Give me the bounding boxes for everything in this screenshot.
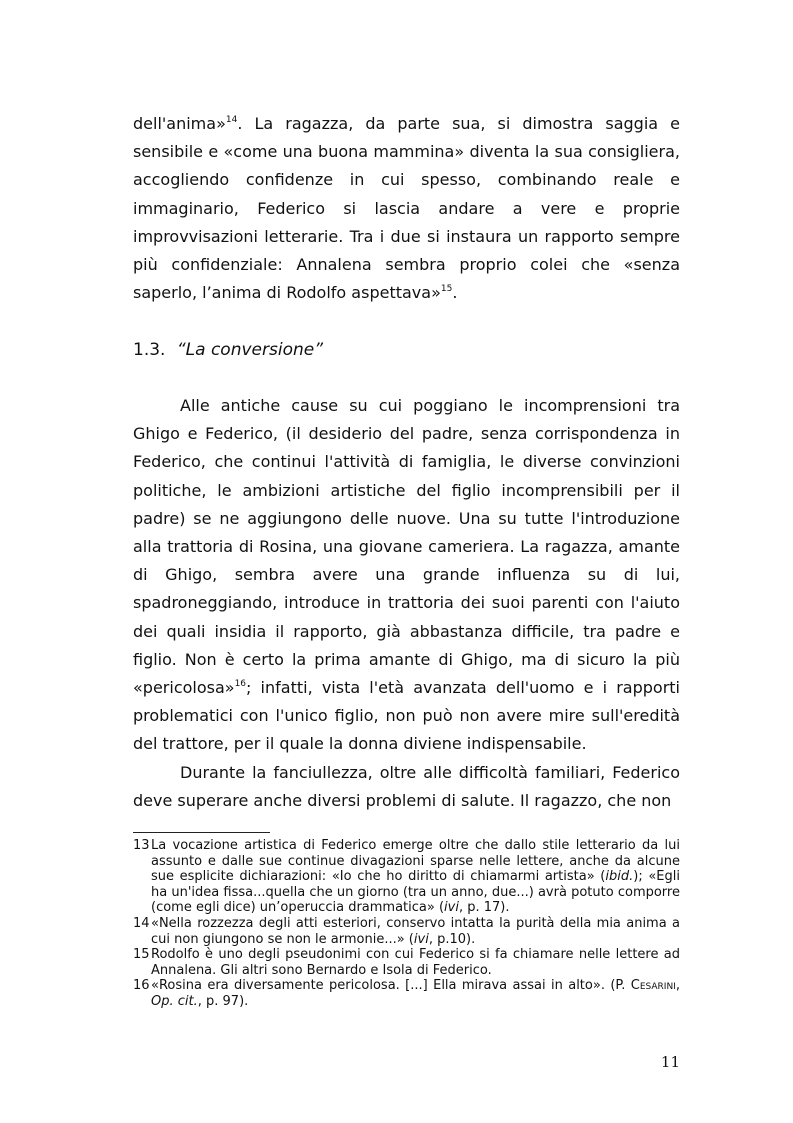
footnote-text: «Rosina era diversamente pericolosa. [...] Ella mirava assai in alto». (P. Cesarini, Op. cit., p. 97). (151, 978, 680, 1009)
footnote-ref-14[interactable]: 14 (225, 114, 238, 125)
page-body (133, 110, 680, 810)
footnote-number: 15 (133, 947, 150, 963)
footnote-13 (133, 838, 680, 916)
footnote-ref-16[interactable]: 16 (234, 678, 247, 689)
footnote-number: 16 (133, 978, 150, 994)
footnote-number: 13 (133, 838, 150, 853)
paragraph-2: Alle antiche cause su cui poggiano le incomprensioni tra Ghigo e Federico, (il desiderio del padre, senza corrispondenza in Federico, che continui l'attività di famiglia, le diverse convinzioni politiche, le ambizioni artistiche del figlio incomprensibili per il padre) se ne aggiungono delle nuove. Una su tutte l'introduzione alla trattoria di Rosina, una giovane cameriera. La ragazza, amante di Ghigo, sembra avere una grande influenza su di lui, spadroneggiando, introduce in trattoria dei suoi parenti con l'aiuto dei quali insidia il rapporto, già abbastanza difficile, tra padre e figlio. Non è certo la prima amante di Ghigo, ma di sicuro la più «pericolosa»$^{16}$; infatti, vista l'età avanzata dell'uomo e i rapporti problematici con l'unico figlio, non può non avere mire sull'eredità del trattore, per il quale la donna diviene indispensabile. (133, 396, 680, 754)
footnotes (133, 838, 680, 1010)
footnote-separator (133, 832, 270, 833)
section-heading (133, 336, 323, 364)
footnote-text: «Nella rozzezza degli atti esteriori, conservo intatta la purità della mia anima a cui non giungono se non le armonie...» (ivi, p.10). (151, 915, 680, 947)
section-title: “La conversione” (176, 340, 324, 360)
footnote-text: Rodolfo è uno degli pseudonimi con cui Federico si fa chiamare nelle lettere ad Annalena. Gli altri sono Bernardo e Isola di Federico. (151, 947, 680, 978)
section-number: 1.3. (133, 340, 166, 360)
footnote-number: 14 (133, 915, 150, 931)
footnote-14 (133, 916, 680, 947)
page-number: 11 (660, 1053, 680, 1071)
footnote-ref-15[interactable]: 15 (440, 283, 453, 294)
footnote-16 (133, 978, 680, 1009)
paragraph-1: dell'anima»$^{14}$. La ragazza, da parte sua, si dimostra saggia e sensibile e «come una buona mammina» diventa la sua consigliera, accogliendo confidenze in cui spesso, combinando reale e immaginario, Federico si lascia andare a vere e proprie improvvisazioni letterarie. Tra i due si instaura un rapporto sempre più confidenziale: Annalena sembra proprio colei che «senza saperlo, l’anima di Rodolfo aspettava»$^{15}$. (133, 114, 680, 303)
footnote-15 (133, 947, 680, 978)
footnote-text: La vocazione artistica di Federico emerge oltre che dallo stile letterario da lui assunto e dalle sue continue divagazioni sparse nelle lettere, anche da alcune sue esplicite dichiarazioni: «Io che ho diritto di chiamarmi artista» (ibid.); «Egli ha un'idea fissa...quella che un giorno (tra un anno, due...) avrà potuto comporre (come egli dice) un’operuccia drammatica» (ivi, p. 17). (151, 838, 680, 916)
paragraph-3: Durante la fanciullezza, oltre alle difficoltà familiari, Federico deve superare anche diversi problemi di salute. Il ragazzo, che non (133, 762, 680, 810)
